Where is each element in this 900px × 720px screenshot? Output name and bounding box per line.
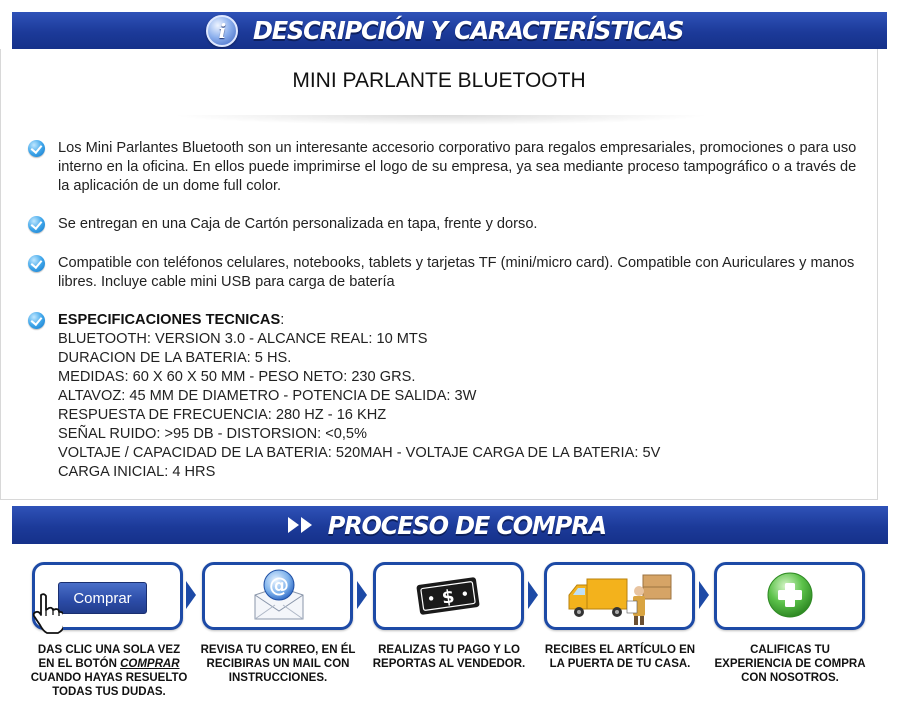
spec-line: MEDIDAS: 60 X 60 X 50 MM - PESO NETO: 230 GRS. — [58, 369, 416, 385]
step-delivery — [544, 562, 695, 630]
step-caption-payment: REALIZAS TU PAGO Y LO REPORTAS AL VENDEDOR. — [372, 644, 526, 670]
step-buy — [32, 562, 183, 630]
delivery-truck-icon — [547, 565, 692, 627]
specs-heading-suffix: : — [280, 312, 285, 328]
check-icon — [28, 216, 45, 233]
svg-text:$: $ — [440, 586, 456, 609]
double-chevron-icon — [288, 517, 314, 533]
step-caption-email: REVISA TU CORREO, EN ÉL RECIBIRAS UN MAIL CON INSTRUCCIONES. — [200, 644, 356, 684]
caption-emphasis: COMPRAR — [120, 658, 180, 670]
feature-text: Se entregan en una Caja de Cartón personalizada en tapa, frente y dorso. — [58, 216, 538, 232]
process-banner-title: PROCESO DE COMPRA — [327, 510, 607, 540]
step-email — [202, 562, 353, 630]
money-bill-icon — [376, 565, 521, 627]
specs-heading-line — [58, 311, 858, 330]
spec-line: VOLTAJE / CAPACIDAD DE LA BATERIA: 520MAH - VOLTAJE CARGA DE LA BATERIA: 5V — [58, 445, 661, 461]
description-banner-title: DESCRIPCIÓN Y CARACTERÍSTICAS — [253, 16, 684, 45]
spec-line: ALTAVOZ: 45 MM DE DIAMETRO - POTENCIA DE SALIDA: 3W — [58, 388, 477, 404]
info-icon-glyph: i — [218, 18, 227, 43]
feature-item — [28, 254, 858, 292]
specs-text — [58, 311, 858, 482]
product-title: MINI PARLANTE BLUETOOTH — [292, 69, 586, 92]
info-icon — [206, 15, 238, 47]
feature-text: Compatible con teléfonos celulares, notebooks, tablets y tarjetas TF (mini/micro card). Compatible con Auriculares y manos libres. Incluye cable mini USB para carga de batería — [58, 255, 855, 290]
step-arrow — [186, 581, 196, 609]
step-arrow — [699, 581, 709, 609]
email-envelope-icon — [205, 565, 350, 627]
feature-text: Los Mini Parlantes Bluetooth son un interesante accesorio corporativo para regalos empresariales, promociones o para uso interno en la oficina. En ellos puede imprimirse el logo de su empresa, ya sea mediante proceso tampográfico o a través de la aplicación de un dome full color. — [58, 140, 857, 194]
spec-line: BLUETOOTH: VERSION 3.0 - ALCANCE REAL: 10 MTS — [58, 331, 428, 347]
caption-text: DAS CLIC UNA SOLA VEZ EN EL BOTÓN — [37, 644, 181, 670]
spec-line: RESPUESTA DE FRECUENCIA: 280 HZ - 16 KHZ — [58, 407, 387, 423]
feature-item — [28, 139, 858, 196]
description-banner — [12, 12, 887, 49]
specs-heading: ESPECIFICACIONES TECNICAS — [58, 312, 281, 328]
process-banner — [12, 506, 888, 544]
specs-item — [28, 311, 858, 482]
step-payment — [373, 562, 524, 630]
title-divider — [171, 115, 711, 125]
check-icon — [28, 140, 45, 157]
step-rating — [714, 562, 865, 630]
caption-text: CUANDO HAYAS RESUELTO TODAS TUS DUDAS. — [30, 672, 188, 698]
check-icon — [28, 312, 45, 329]
hand-cursor-icon — [29, 592, 63, 634]
step-arrow — [357, 581, 367, 609]
spec-line: DURACION DE LA BATERIA: 5 HS. — [58, 350, 292, 366]
svg-text:@: @ — [269, 573, 289, 597]
step-caption-buy — [29, 643, 189, 699]
check-icon — [28, 255, 45, 272]
step-arrow — [528, 581, 538, 609]
plus-circle-icon — [717, 565, 862, 627]
step-caption-delivery: RECIBES EL ARTÍCULO EN LA PUERTA DE TU CASA. — [544, 644, 696, 670]
spec-line: CARGA INICIAL: 4 HRS — [58, 464, 216, 480]
spec-line: SEÑAL RUIDO: >95 DB - DISTORSION: <0,5% — [58, 426, 367, 442]
feature-item — [28, 215, 858, 234]
buy-button[interactable]: Comprar — [58, 582, 147, 614]
step-caption-rating: CALIFICAS TU EXPERIENCIA DE COMPRA CON NOSOTROS. — [714, 644, 866, 684]
